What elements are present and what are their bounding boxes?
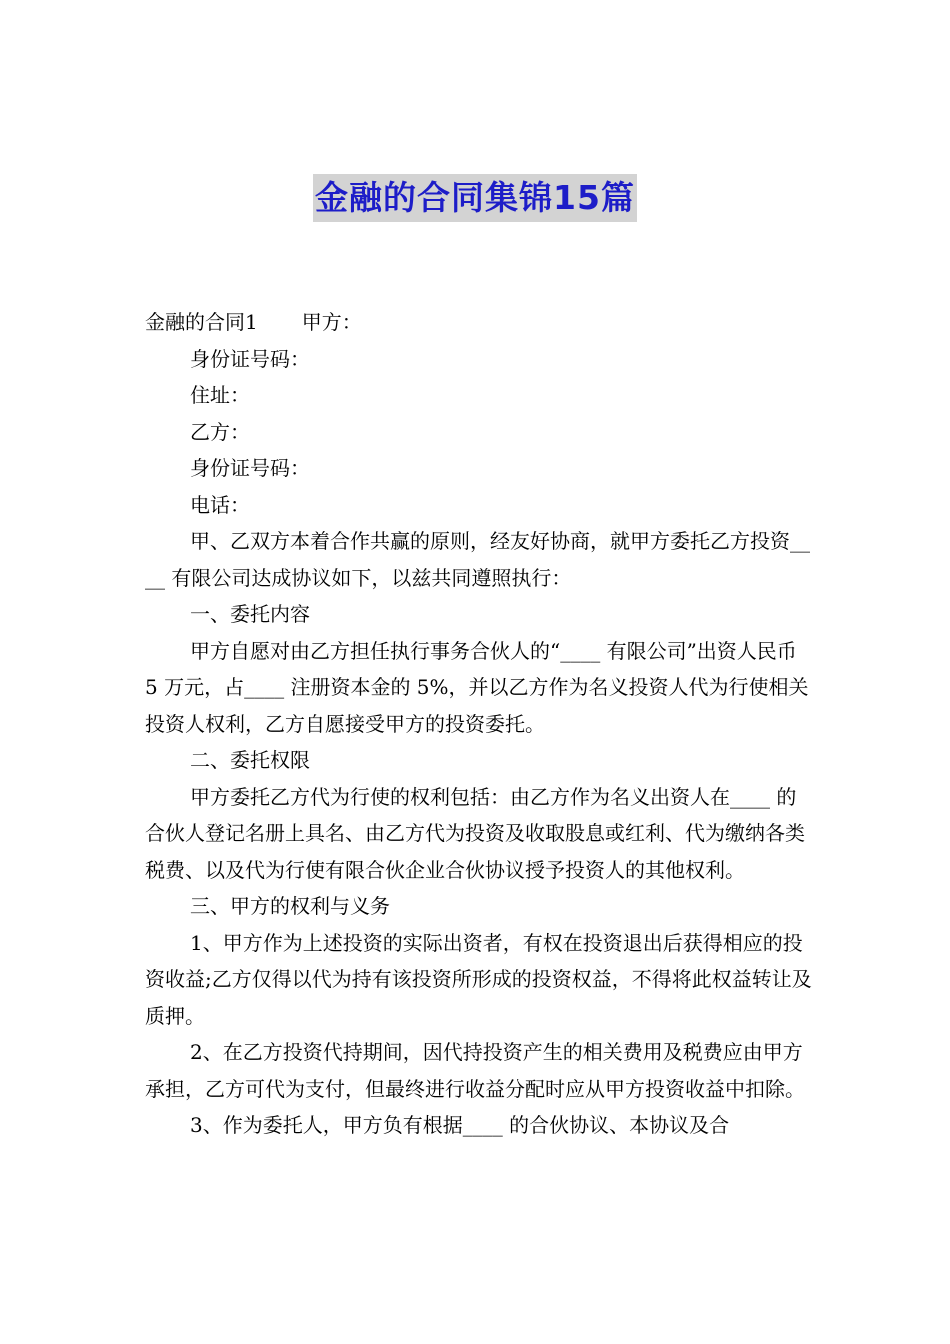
paragraph: 身份证号码： [190, 456, 310, 480]
paragraph: 3、作为委托人，甲方负有根据____ 的合伙协议、本协议及合 [190, 1113, 730, 1137]
paragraph: 电话： [190, 492, 250, 517]
party-a-label: 甲方： [301, 310, 362, 334]
document-body [145, 304, 815, 1144]
document-title: 金融的合同集锦15篇 [313, 174, 637, 222]
paragraph: 甲方自愿对由乙方担任执行事务合伙人的“____ 有限公司”出资人民币 5 万元，占____ 注册资本金的 5%，并以乙方作为名义投资人代为行使相关投资人权利，乙方自愿接受甲方的投资委托。 [145, 638, 809, 736]
paragraph: 2、在乙方投资代持期间，因代持投资产生的相关费用及税费应由甲方承担，乙方可代为支付，但最终进行收益分配时应从甲方投资收益中扣除。 [145, 1040, 805, 1101]
paragraph: 甲方委托乙方代为行使的权利包括：由乙方作为名义出资人在____ 的合伙人登记名册上具名、由乙方代为投资及收取股息或红利、代为缴纳各类税费、以及代为行使有限合伙企业合伙协议授予投资人的其他权利。 [145, 784, 805, 882]
paragraph: 1、甲方作为上述投资的实际出资者，有权在投资退出后获得相应的投资收益;乙方仅得以代为持有该投资所形成的投资权益，不得将此权益转让及质押。 [145, 930, 812, 1028]
first-line [145, 304, 815, 341]
paragraph: 乙方： [190, 419, 250, 444]
paragraph: 住址： [190, 383, 250, 407]
section-heading: 二、委托权限 [190, 748, 310, 772]
contract-heading: 金融的合同1 [145, 310, 258, 334]
paragraph: 甲、乙双方本着合作共赢的原则，经友好协商，就甲方委托乙方投资____ 有限公司达成协议如下，以兹共同遵照执行： [145, 529, 810, 590]
paragraph: 身份证号码： [190, 346, 310, 371]
section-heading: 一、委托内容 [190, 602, 310, 626]
title-container [0, 174, 950, 222]
section-heading: 三、甲方的权利与义务 [190, 894, 390, 918]
